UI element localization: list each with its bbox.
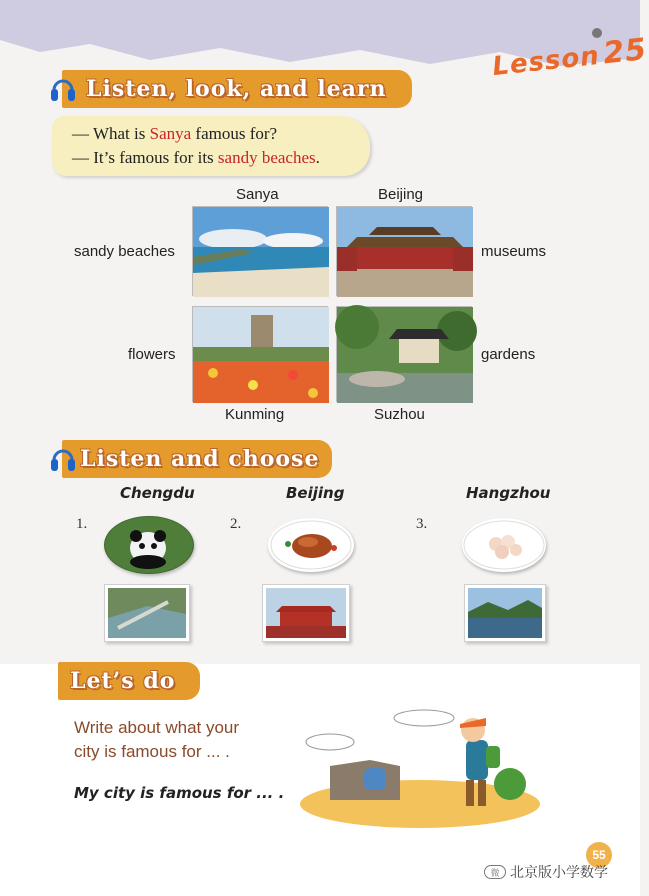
thing-label-sandy-beaches: sandy beaches <box>74 243 175 260</box>
photo-sanya-beach <box>192 206 328 296</box>
city-chengdu: Chengdu <box>120 484 195 502</box>
image-chengdu-dam[interactable] <box>104 584 190 642</box>
answer-text-a: — It’s famous for its <box>72 148 218 167</box>
wechat-icon: 微 <box>484 865 506 879</box>
instruction-line-1: Write about what your <box>74 718 240 737</box>
section-title: Let’s do <box>70 668 176 694</box>
image-west-lake[interactable] <box>464 584 546 642</box>
section-lets-do <box>58 662 200 700</box>
image-panda[interactable] <box>104 516 194 574</box>
page-number: 55 <box>586 842 612 868</box>
dialog-answer <box>72 148 320 168</box>
lesson-number: 25 <box>601 31 649 72</box>
dialog-question <box>72 124 277 144</box>
thing-label-museums: museums <box>481 243 547 260</box>
city-label-kunming: Kunming <box>225 406 285 423</box>
item-number-3: 3. <box>416 516 428 532</box>
section-listen-choose <box>62 440 332 478</box>
headphones-icon[interactable] <box>50 74 76 104</box>
item-number-2: 2. <box>230 516 242 532</box>
headphones-icon[interactable] <box>50 444 76 474</box>
watermark-text: 北京版小学数学 <box>510 864 608 880</box>
sentence-prompt: My city is famous for ... . <box>74 784 285 802</box>
city-label-beijing: Beijing <box>378 186 424 203</box>
city-beijing: Beijing <box>286 484 345 502</box>
image-peking-duck[interactable] <box>268 518 354 572</box>
answer-highlight: sandy beaches <box>217 148 316 167</box>
photo-suzhou-garden <box>336 306 472 402</box>
photo-kunming-flowers <box>192 306 328 402</box>
item-number-1: 1. <box>76 516 88 532</box>
question-text-a: — What is <box>72 124 150 143</box>
watermark <box>484 862 608 882</box>
photo-beijing-museum <box>336 206 472 296</box>
instruction-line-2: city is famous for ... . <box>74 742 230 761</box>
section-listen-look-learn <box>62 70 412 108</box>
answer-text-b: . <box>315 148 320 167</box>
section-title: Listen and choose <box>80 446 320 472</box>
thing-label-flowers: flowers <box>128 346 176 363</box>
city-hangzhou: Hangzhou <box>466 484 551 502</box>
image-shrimp-dish[interactable] <box>462 518 546 572</box>
section-title: Listen, look, and learn <box>86 76 387 102</box>
question-text-b: famous for? <box>191 124 278 143</box>
image-tiananmen[interactable] <box>262 584 350 642</box>
thing-label-gardens: gardens <box>481 346 536 363</box>
question-city: Sanya <box>149 124 192 143</box>
illustration-boy-taking-photo <box>290 700 550 830</box>
city-label-sanya: Sanya <box>236 186 279 203</box>
lesson-word: Lesson <box>491 40 602 83</box>
city-label-suzhou: Suzhou <box>374 406 425 423</box>
